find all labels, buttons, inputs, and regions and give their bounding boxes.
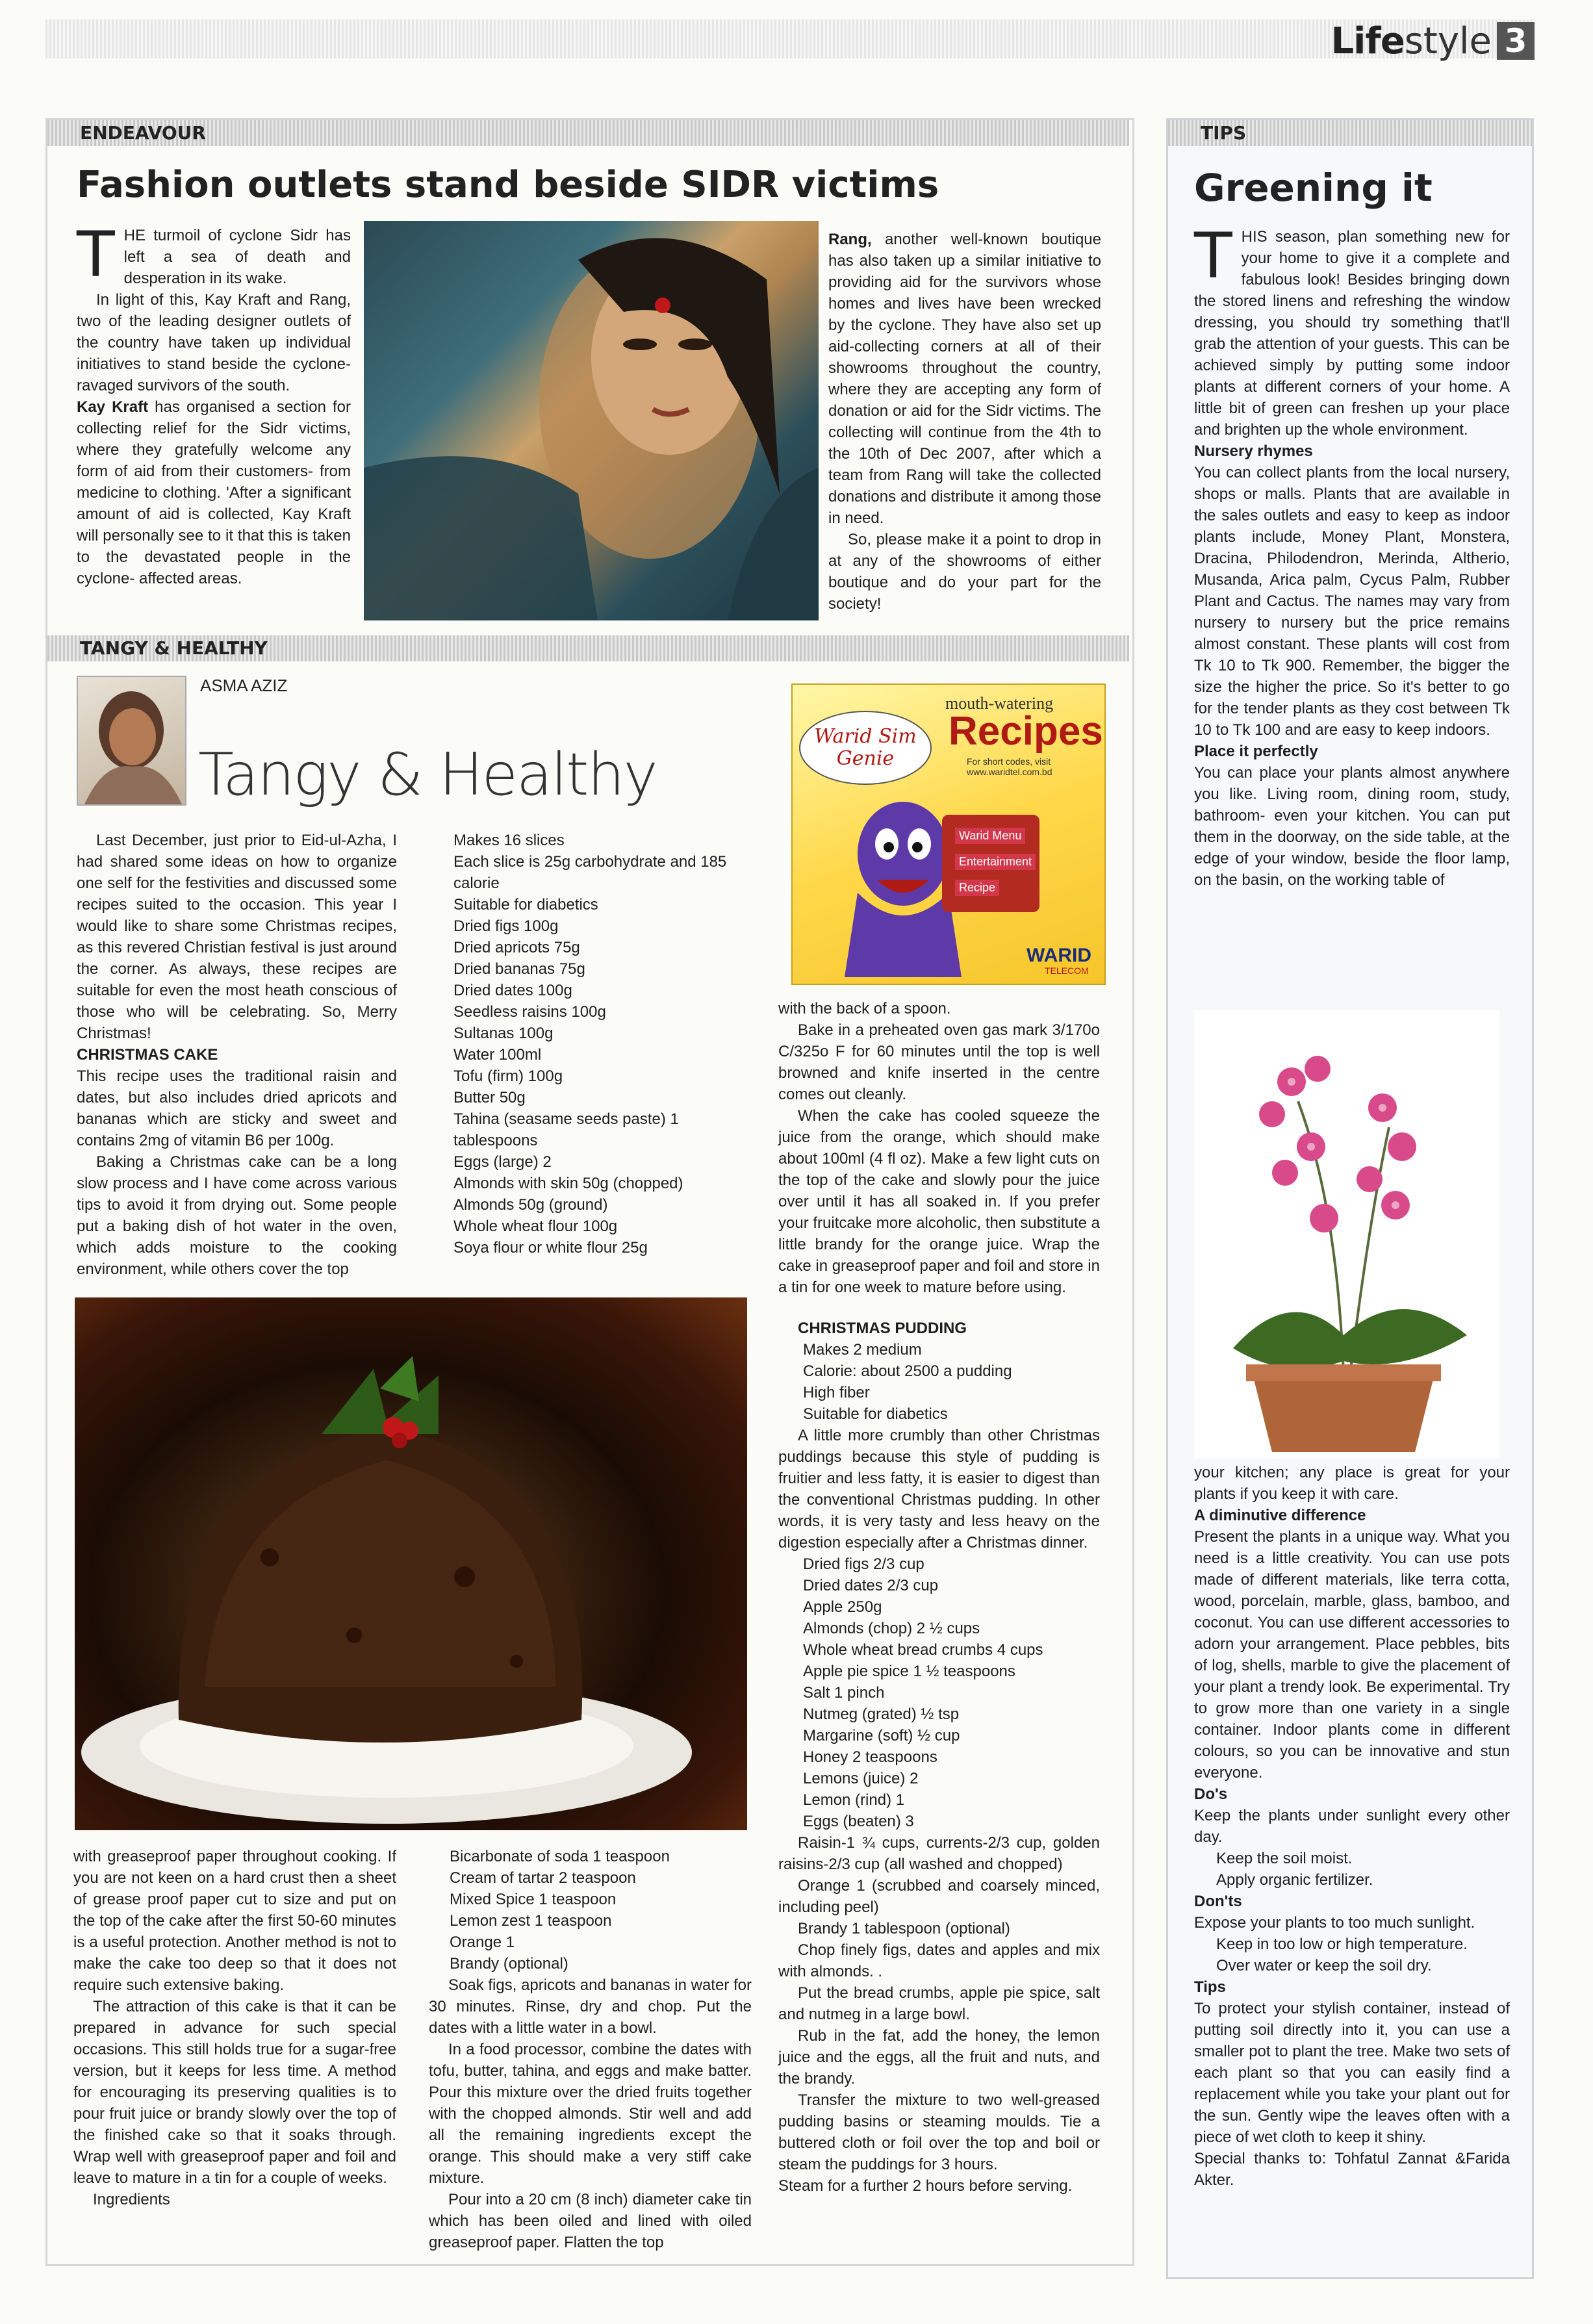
ad-menu-1: Warid Menu — [955, 828, 1025, 844]
ad-menu-2: Entertainment — [955, 854, 1036, 870]
cake-ingredient: Almonds with skin 50g (chopped) — [453, 1175, 683, 1192]
pudding-ingredient: Apple 250g — [803, 1598, 882, 1616]
pudding-meta: Makes 2 medium — [803, 1341, 922, 1359]
cake-ingredient-2: Lemon zest 1 teaspoon — [450, 1912, 612, 1930]
cake-ingredient: Dried dates 100g — [453, 982, 572, 999]
tips-h-dim: A diminutive difference — [1194, 1507, 1366, 1524]
bottom-c2-p3: Pour into a 20 cm (8 inch) diameter cake tin which has been oiled and lined with oiled greaseproof paper. Flatten the top — [429, 2191, 752, 2251]
tangy-bottom-col2 — [429, 1846, 752, 2253]
tips-thanks: Special thanks to: Tohfatul Zannat &Farida Akter. — [1194, 2150, 1510, 2189]
pudding-ingredient: Salt 1 pinch — [803, 1684, 885, 1702]
pudding-heading: CHRISTMAS PUDDING — [798, 1320, 967, 1337]
ad-top-text: mouth-watering — [945, 694, 1054, 713]
cake-ingredient: Dried bananas 75g — [453, 960, 585, 978]
cake-ingredient-2: Bicarbonate of soda 1 teaspoon — [450, 1848, 670, 1865]
warid-logo: WARID — [1026, 945, 1091, 966]
tips-section-label: TIPS — [1168, 120, 1532, 146]
tips-p-place2: your kitchen; any place is great for your plants if you keep it with care. — [1194, 1464, 1510, 1503]
brand-bold: Life — [1331, 19, 1405, 62]
bottom-c2-p1: Soak figs, apricots and bananas in water for 30 minutes. Rinse, dry and chop. Put the dates with a little water in a bowl. — [429, 1976, 752, 2037]
tips-p-nursery: You can collect plants from the local nursery, shops or malls. Plants that are available in the sales outlets and easy to keep as indoor plants include, Money Plant, Monstera, Dracina, Philodendron, Merinda, Altherio, Musanda, Arica palm, Cycus Palm, Rubber Plant and Cactus. The names may vary from nursery to nursery but the price remains almost constant. These plants will cost from Tk 10 to Tk 900. Remember, the bigger the size the higher the price. So it's better to go for the tender plants as they cost between Tk 10 to Tk 100 and are easy to keep indoors. — [1194, 464, 1510, 739]
endeavour-photo — [364, 221, 819, 620]
tips-h-tips: Tips — [1194, 1978, 1226, 1996]
endeavour-headline: Fashion outlets stand beside SIDR victims — [77, 164, 939, 206]
endeavour-p4: another well-known boutique has also taken up a similar initiative to providing aid for the survivors whose homes and lives have been wrecked by the cyclone. They have also set up aid-collecting corners at all of their showrooms throughout the country, where they are accepting any form of donation or aid for the Sidr victims. The collecting will continue from the 4th to the 10th of Dec 2007, after which a team from Rang will take the collected donations and distribute it among those in need. — [828, 231, 1101, 527]
pudding-ingredient: Eggs (beaten) 3 — [803, 1813, 914, 1830]
pudding-p4: Brandy 1 tablespoon (optional) — [798, 1920, 1010, 1937]
tangy-intro: Last December, just prior to Eid-ul-Azha, I had shared some ideas on how to organize one self for the festivities and discussed some recipes suited to the occasion. This year I would like to share some Christmas recipes, as this revered Christian festival is just around the corner. As always, these recipes are suitable for even the most heath conscious of those who will be celebrating. So, Merry Christmas! — [77, 832, 397, 1042]
tips-h-donts: Don'ts — [1194, 1893, 1242, 1910]
pudding-p9: Steam for a further 2 hours before serving. — [778, 2177, 1073, 2195]
tips-h-dos: Do's — [1194, 1785, 1228, 1803]
brand-rest: style — [1404, 19, 1492, 62]
pudding-ingredient: Margarine (soft) ½ cup — [803, 1727, 960, 1744]
cake-ingredient: Dried figs 100g — [453, 917, 559, 935]
pudding-p3: Orange 1 (scrubbed and coarsely minced, including peel) — [778, 1877, 1100, 1916]
bottom-c1-p2: The attraction of this cake is that it can be prepared in advance for such special occasions. This still holds true for a sugar-free version, but it keeps for less time. A method for encouraging its preserving qualities is to pour fruit juice or brandy slowly over the top of the finished cake so that it soaks through. Wrap well with greaseproof paper and foil and leave to mature in a tin for a couple of weeks. — [73, 1998, 396, 2187]
cake-ingredient-2: Brandy (optional) — [450, 1955, 568, 1973]
cake-ingredient-2: Mixed Spice 1 teaspoon — [450, 1891, 617, 1908]
pudding-p7: Rub in the fat, add the honey, the lemon juice and the eggs, all the fruit and nuts, and the brandy. — [778, 2027, 1100, 2088]
endeavour-col3 — [828, 229, 1101, 615]
tangy-intro-col — [77, 830, 397, 1280]
tips-p-place: You can place your plants almost anywhere you like. Living room, dining room, study, bathroom- even your kitchen. You can put them in the doorway, on the side table, at the edge of your window, beside the floor lamp, on the basin, on the working table of — [1194, 764, 1510, 889]
tips-headline: Greening it — [1194, 166, 1433, 210]
pudding-meta: High fiber — [803, 1384, 870, 1401]
tips-donts-1: Expose your plants to too much sunlight. — [1194, 1914, 1475, 1932]
orchid-illustration — [1194, 1010, 1499, 1459]
endeavour-rang: Rang, — [828, 231, 872, 248]
pudding-p5: Chop finely figs, dates and apples and mix with almonds. . — [778, 1941, 1100, 1980]
pudding-p8: Transfer the mixture to two well-greased pudding basins or steaming moulds. Tie a buttered cloth or foil over the top and boil or steam the puddings for 3 hours. — [778, 2091, 1100, 2173]
tips-h-place: Place it perfectly — [1194, 743, 1318, 760]
cake-p1: This recipe uses the traditional raisin and dates, but also includes dried apricots and bananas which are sticky and sweet and contains 2mg of vitamin B6 per 100g. — [77, 1067, 397, 1149]
warid-logo-sub: TELECOM — [1045, 965, 1089, 976]
endeavour-p1: HE turmoil of cyclone Sidr has left a sea of death and desperation in its wake. — [123, 227, 351, 287]
cake-ingredient: Tofu (firm) 100g — [453, 1067, 563, 1085]
tips-donts-2: Keep in too low or high temperature. — [1216, 1935, 1468, 1953]
tips-col-top — [1194, 220, 1510, 891]
pudding-ingredient: Lemon (rind) 1 — [803, 1791, 905, 1809]
cake-ingredient: Tahina (seasame seeds paste) 1 tablespoons — [453, 1110, 679, 1149]
author-byline: ASMA AZIZ — [200, 676, 288, 695]
mid-p2: When the cake has cooled squeeze the juice from the orange, which should make about 100ml (4 fl oz). Make a few light cuts on the top of the cake and slowly pour the juice over until it has all soaked in. If you prefer your fruitcake more alcoholic, then substitute a little brandy for the orange juice. Wrap the cake in greaseproof paper and foil and store in a tin for one week to mature before using. — [778, 1107, 1100, 1296]
endeavour-kaykraft: Kay Kraft — [77, 398, 149, 416]
author-portrait — [78, 677, 185, 804]
endeavour-p2: In light of this, Kay Kraft and Rang, two of the leading designer outlets of the country have taken up individual initiatives to stand beside the cyclone-ravaged survivors of the south. — [77, 291, 351, 394]
tangy-title: Tangy & Healthy — [198, 741, 657, 809]
endeavour-dropcap: T — [77, 218, 115, 291]
cake-ingredients-col — [429, 830, 752, 1258]
mid-p0: with the back of a spoon. — [778, 1000, 951, 1017]
tips-p-tips: To protect your stylish container, instead of putting soil directly into it, you can use a smaller pot to plant the tree. Make two sets of each plant so that you can easily find a replacement while you take your plant out for the sun. Gently wipe the leaves often with a piece of wet cloth to keep it shiny. — [1194, 2000, 1510, 2146]
bottom-c1-p1: with greaseproof paper throughout cooking. If you are not keen on a hard crust then a sheet of grease proof paper cut to size and put on the top of the cake after the first 50-60 minutes is a useful protection. Another method is not to make the cake too deep so that it does not require such extensive baking. — [73, 1848, 396, 1994]
pudding-p2: Raisin-1 ¾ cups, currents-2/3 cup, golden raisins-2/3 cup (all washed and chopped) — [778, 1834, 1100, 1873]
bottom-c2-p2: In a food processor, combine the dates with tofu, butter, tahina, and eggs and make batter. Pour this mixture over the dried fruits together with the chopped almonds. Stir well and add all the remaining ingredients except the orange. This should make a very stiff cake mixture. — [429, 2041, 752, 2187]
pudding-ingredient: Whole wheat bread crumbs 4 cups — [803, 1641, 1043, 1659]
pudding-ingredient: Almonds (chop) 2 ½ cups — [803, 1620, 980, 1637]
tips-dos-3: Apply organic fertilizer. — [1216, 1871, 1373, 1889]
tangy-mid-col — [778, 998, 1100, 2197]
cake-ingredient: Eggs (large) 2 — [453, 1153, 552, 1171]
endeavour-p5: So, please make it a point to drop in at any of the showrooms of either boutique and do your part for the society! — [828, 531, 1101, 613]
tangy-bottom-col1 — [73, 1846, 396, 2210]
cake-ingredient: Water 100ml — [453, 1046, 542, 1064]
endeavour-col1 — [77, 218, 351, 589]
pudding-illustration — [75, 1297, 747, 1830]
cake-ingredient-2: Cream of tartar 2 teaspoon — [450, 1869, 636, 1887]
pudding-ingredient: Dried dates 2/3 cup — [803, 1577, 939, 1594]
tips-col-bottom — [1194, 1462, 1510, 2191]
author-photo — [77, 676, 186, 806]
endeavour-p3: has organised a section for collecting relief for the Sidr victims, where they gratefully welcome any form of aid from their customers- from medicine to clothing. 'After a significant amount of aid is collected, Kay Kraft will personally see to it that this is taken to the devastated people in the cyclone- affected areas. — [77, 398, 351, 587]
ad-sim-text: Warid Sim Genie — [814, 725, 917, 770]
pudding-p6: Put the bread crumbs, apple pie spice, salt and nutmeg in a large bowl. — [778, 1984, 1100, 2023]
tips-dos-2: Keep the soil moist. — [1216, 1850, 1353, 1867]
cake-ingredient: Dried apricots 75g — [453, 939, 580, 956]
tangy-section-label: TANGY & HEALTHY — [47, 635, 1129, 661]
pudding-meta: Calorie: about 2500 a pudding — [803, 1362, 1012, 1380]
pudding-ingredient: Apple pie spice 1 ½ teaspoons — [803, 1663, 1015, 1680]
cake-ingredient: Soya flour or white flour 25g — [453, 1239, 648, 1257]
pudding-meta: Suitable for diabetics — [803, 1405, 948, 1423]
bottom-c1-p3: Ingredients — [93, 2191, 170, 2208]
pudding-photo — [75, 1297, 747, 1830]
cake-p2: Baking a Christmas cake can be a long slow process and I have come across various tips to avoid it from drying out. Some people put a baking dish of hot water in the oven, which adds moisture to the cooking environment, while others cover the top — [77, 1153, 397, 1278]
cake-ingredient: Makes 16 slices — [453, 832, 565, 849]
endeavour-section-label: ENDEAVOUR — [47, 120, 1129, 146]
cake-ingredient: Suitable for diabetics — [453, 896, 598, 913]
ad-recipes: Recipes — [949, 709, 1103, 754]
cake-ingredient: Whole wheat flour 100g — [453, 1218, 618, 1235]
cake-ingredient: Seedless raisins 100g — [453, 1003, 606, 1021]
tips-dos-1: Keep the plants under sunlight every other day. — [1194, 1807, 1510, 1846]
cake-ingredient: Almonds 50g (ground) — [453, 1196, 608, 1214]
pudding-ingredient: Lemons (juice) 2 — [803, 1770, 919, 1787]
masthead-bar — [45, 19, 1533, 58]
warid-ad — [791, 683, 1106, 985]
masthead-brand — [1331, 18, 1535, 64]
cake-heading: CHRISTMAS CAKE — [77, 1046, 218, 1064]
tips-donts-3: Over water or keep the soil dry. — [1216, 1957, 1432, 1974]
tips-h-nursery: Nursery rhymes — [1194, 442, 1313, 460]
tips-p1: HIS season, plan something new for your home to give it a complete and fabulous look! Besides bringing down the stored linens and refreshing the window dressing, you should try something that'll grab the attention of your guests. This can be achieved simply by putting some indoor plants at different corners of your home. A little bit of green can freshen up your place and brighten up the whole environment. — [1194, 228, 1510, 439]
page-number: 3 — [1497, 22, 1535, 60]
pudding-p1: A little more crumbly than other Christmas puddings because this style of pudding is fruitier and less fatty, it is easier to digest than the conventional Christmas pudding. In other words, it is very tasty and less heavy on the digestion especially after a Christmas dinner. — [778, 1427, 1100, 1551]
cake-ingredient: Each slice is 25g carbohydrate and 185 calorie — [453, 853, 727, 892]
ad-sim-bubble — [799, 711, 932, 785]
tips-dropcap: T — [1194, 220, 1232, 292]
cake-ingredient-2: Orange 1 — [450, 1934, 515, 1951]
cake-ingredient: Sultanas 100g — [453, 1025, 554, 1042]
pudding-ingredient: Nutmeg (grated) ½ tsp — [803, 1705, 960, 1723]
ad-menu-3: Recipe — [955, 880, 999, 896]
tips-p-dim: Present the plants in a unique way. What you need is a little creativity. You can use pots made of different materials, like terra cotta, wood, porcelain, marble, glass, bamboo, and coconut. You can use different accessories to adorn your arrangement. Place pebbles, bits of log, shells, marble to give the placement of your plant a trendy look. Be experimental. Try to grow more than one variety in a single container. Indoor plants come in different colours, so you can be innovative and stun everyone. — [1194, 1528, 1510, 1781]
ad-small-text: For short codes, visit www.waridtel.com.bd — [967, 756, 1052, 777]
cake-ingredient: Butter 50g — [453, 1089, 526, 1106]
woman-illustration — [364, 221, 819, 620]
pudding-ingredient: Honey 2 teaspoons — [803, 1748, 937, 1766]
orchid-photo — [1194, 1010, 1499, 1459]
mid-p1: Bake in a preheated oven gas mark 3/170o C/325o F for 60 minutes until the top is well browned and knife inserted in the centre comes out cleanly. — [778, 1021, 1100, 1103]
pudding-ingredient: Dried figs 2/3 cup — [803, 1555, 924, 1573]
